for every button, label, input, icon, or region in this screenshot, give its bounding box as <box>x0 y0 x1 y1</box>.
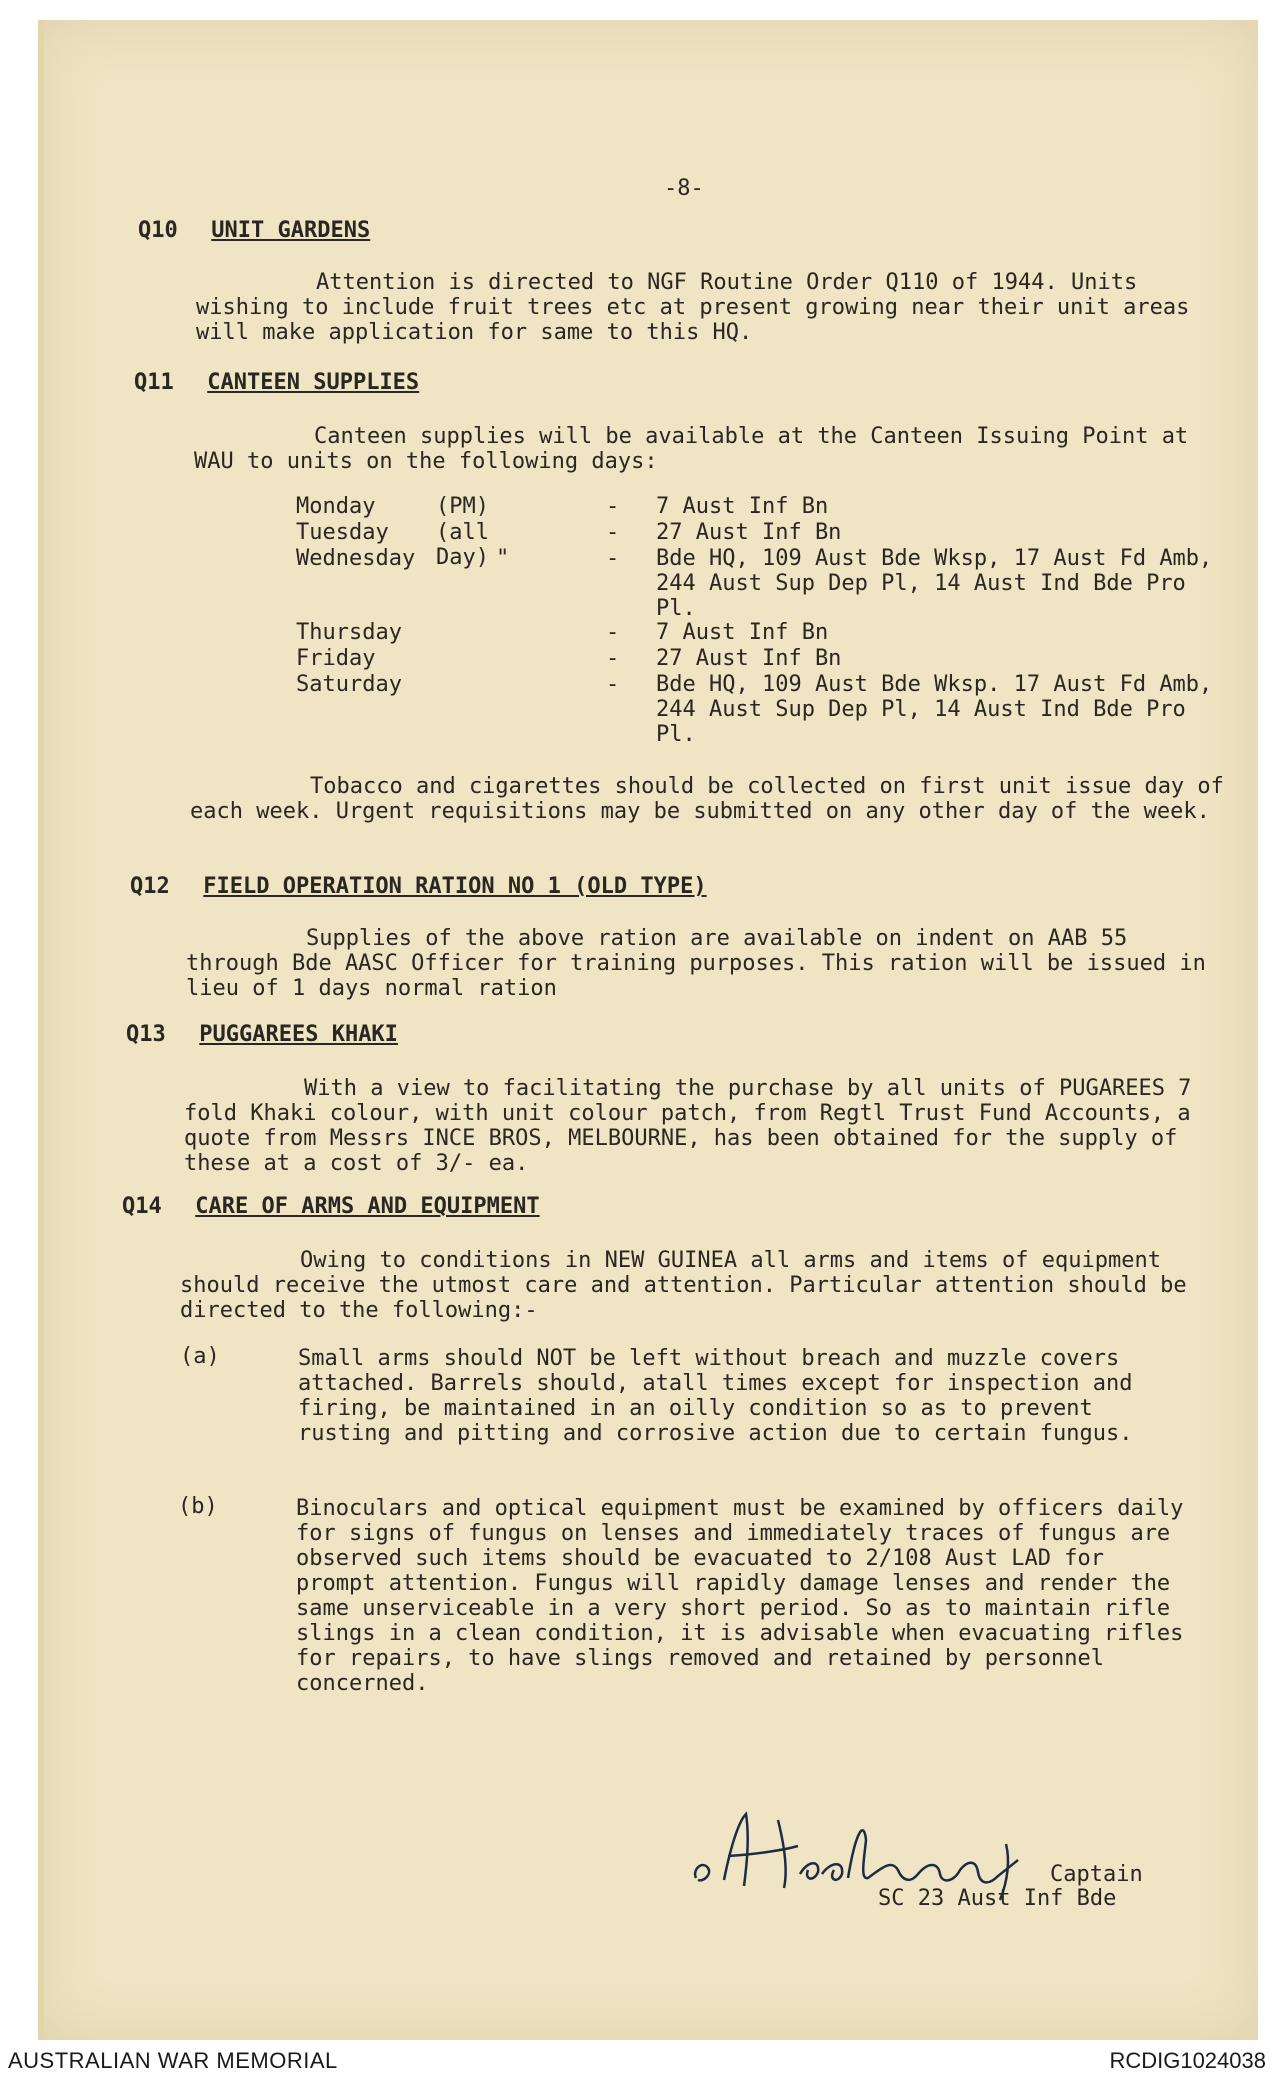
signature-appointment: SC 23 Aust Inf Bde <box>878 1886 1117 1911</box>
canteen-schedule <box>296 494 1236 754</box>
section-title: FIELD OPERATION RATION NO 1 (OLD TYPE) <box>203 874 707 899</box>
schedule-day: Wednesday <box>296 546 416 571</box>
schedule-units: 7 Aust Inf Bn <box>656 620 829 645</box>
schedule-qualifier: " <box>496 546 510 571</box>
section-q11-intro: Canteen supplies will be available at the Canteen Issuing Point at WAU to units on the following days: <box>194 424 1189 474</box>
section-q11-heading <box>134 370 419 395</box>
schedule-day: Friday <box>296 646 376 671</box>
section-title: PUGGAREES KHAKI <box>199 1022 398 1047</box>
section-title: UNIT GARDENS <box>211 218 371 243</box>
schedule-units: Bde HQ, 109 Aust Bde Wksp. 17 Aust Fd Amb, 244 Aust Sup Dep Pl, 14 Aust Ind Bde Pro Pl. <box>656 672 1213 747</box>
sheet-edge <box>38 20 44 2040</box>
schedule-day: Saturday <box>296 672 402 697</box>
section-title: CANTEEN SUPPLIES <box>207 370 420 395</box>
section-q10-heading <box>138 218 370 243</box>
section-number: Q10 <box>138 218 178 243</box>
schedule-day: Monday <box>296 494 376 519</box>
item-text: Binoculars and optical equipment must be examined by officers daily for signs of fungus on lenses and immediately traces of fungus are observed such items should be evacuated to 2/108 Aust LAD for prompt attention. Fungus will rapidly damage lenses and render the same unserviceable in a very short period. So as to maintain rifle slings in a clean condition, it is advisable when evacuating rifles for repairs, to have slings removed and retained by personnel concerned. <box>296 1496 1184 1696</box>
schedule-qualifier: (PM) <box>436 494 489 519</box>
section-number: Q14 <box>122 1194 162 1219</box>
section-title: CARE OF ARMS AND EQUIPMENT <box>195 1194 540 1219</box>
schedule-day: Tuesday <box>296 520 389 545</box>
section-q11-closing: Tobacco and cigarettes should be collected on first unit issue day of each week. Urgent requisitions may be submitted on any other day of the week. <box>190 774 1224 824</box>
section-number: Q12 <box>130 874 170 899</box>
schedule-dash: - <box>606 520 620 545</box>
schedule-units: Bde HQ, 109 Aust Bde Wksp, 17 Aust Fd Amb, 244 Aust Sup Dep Pl, 14 Aust Ind Bde Pro Pl. <box>656 546 1213 621</box>
section-number: Q13 <box>126 1022 166 1047</box>
section-q14-heading <box>122 1194 540 1219</box>
schedule-day: Thursday <box>296 620 402 645</box>
item-text: Small arms should NOT be left without breach and muzzle covers attached. Barrels should, atall times except for inspection and firing, be maintained in an oilly condition so as to prevent rusting and pitting and corrosive action due to certain fungus. <box>298 1346 1133 1446</box>
signature-rank: Captain <box>1050 1862 1143 1887</box>
section-number: Q11 <box>134 370 174 395</box>
schedule-units: 7 Aust Inf Bn <box>656 494 829 519</box>
schedule-units: 27 Aust Inf Bn <box>656 646 842 671</box>
schedule-dash: - <box>606 672 620 697</box>
item-letter: (a) <box>180 1344 220 1369</box>
schedule-dash: - <box>606 620 620 645</box>
archive-id: RCDIG1024038 <box>1109 2048 1266 2073</box>
schedule-dash: - <box>606 646 620 671</box>
section-q13-text: With a view to facilitating the purchase by all units of PUGAREES 7 fold Khaki colour, with unit colour patch, from Regtl Trust Fund Accounts, a quote from Messrs INCE BROS, MELBOURNE, has been obtained for the supply of these at a cost of 3/- ea. <box>184 1076 1192 1176</box>
schedule-dash: - <box>606 494 620 519</box>
archive-caption: AUSTRALIAN WAR MEMORIAL <box>8 2048 338 2073</box>
section-q10-text: Attention is directed to NGF Routine Order Q110 of 1944. Units wishing to include fruit trees etc at present growing near their unit areas will make application for same to this HQ. <box>196 270 1190 345</box>
schedule-qualifier: (all Day) <box>436 520 489 570</box>
page-number: -8- <box>664 176 704 201</box>
section-q13-heading <box>126 1022 398 1047</box>
schedule-dash: - <box>606 546 620 571</box>
section-q12-text: Supplies of the above ration are available on indent on AAB 55 through Bde AASC Officer for training purposes. This ration will be issued in lieu of 1 days normal ration <box>186 926 1206 1001</box>
section-q14-intro: Owing to conditions in NEW GUINEA all arms and items of equipment should receive the utmost care and attention. Particular attention should be directed to the following:- <box>180 1248 1187 1323</box>
item-letter: (b) <box>178 1494 218 1519</box>
schedule-units: 27 Aust Inf Bn <box>656 520 842 545</box>
section-q12-heading <box>130 874 707 899</box>
